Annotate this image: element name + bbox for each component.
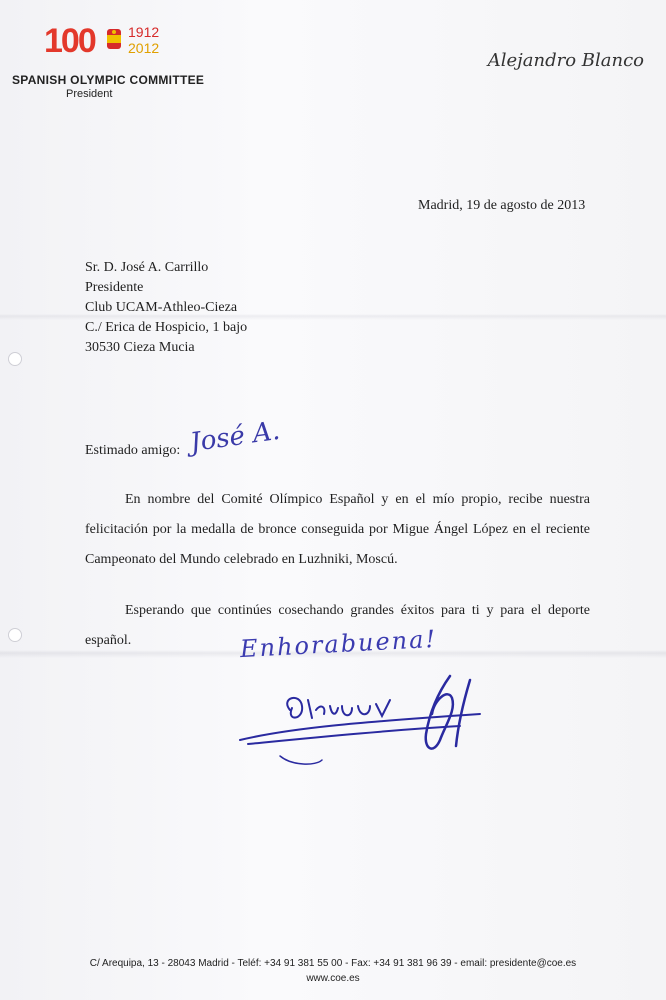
body-paragraph-1: En nombre del Comité Olímpico Español y en el mío propio, recibe nuestra felicitación por la medalla de bronce conseguida por Migue Ángel López en el reciente Campeonato del Mundo celebrado en Luzhniki, Moscú. (85, 492, 590, 567)
footer-address: C/ Arequipa, 13 - 28043 Madrid - Teléf: +34 91 381 55 00 - Fax: +34 91 381 96 39 - email: presidente@coe.es (89, 958, 577, 969)
recipient-city: 30530 Cieza Mucia (85, 340, 195, 355)
logo-number: 100 (44, 22, 95, 60)
letter-date: Madrid, 19 de agosto de 2013 (418, 198, 586, 213)
logo-years (128, 24, 159, 56)
handwritten-salutation: José A. (188, 415, 282, 459)
year-start: 1912 (128, 24, 160, 40)
recipient-name: Sr. D. José A. Carrillo (85, 260, 209, 275)
salutation: Estimado amigo: (85, 443, 181, 458)
handwritten-signature (220, 670, 490, 780)
recipient-street: C./ Erica de Hospicio, 1 bajo (85, 320, 248, 335)
coat-of-arms-icon (106, 28, 122, 50)
footer-website: www.coe.es (306, 973, 360, 984)
recipient-role: Presidente (85, 280, 144, 295)
letterhead-title: President (66, 88, 113, 100)
sender-name: Alejandro Blanco (487, 50, 644, 71)
punch-hole (8, 628, 22, 642)
handwritten-congrats: Enhorabuena! (239, 624, 438, 664)
committee-name: SPANISH OLYMPIC COMMITTEE (12, 73, 205, 87)
punch-hole (8, 352, 22, 366)
recipient-organization: Club UCAM-Athleo-Cieza (85, 300, 238, 315)
body-paragraph-2: Esperando que continúes cosechando grandes éxitos para ti y para el deporte español. (85, 603, 590, 648)
year-end: 2012 (128, 40, 160, 56)
recipient-address (85, 258, 247, 358)
